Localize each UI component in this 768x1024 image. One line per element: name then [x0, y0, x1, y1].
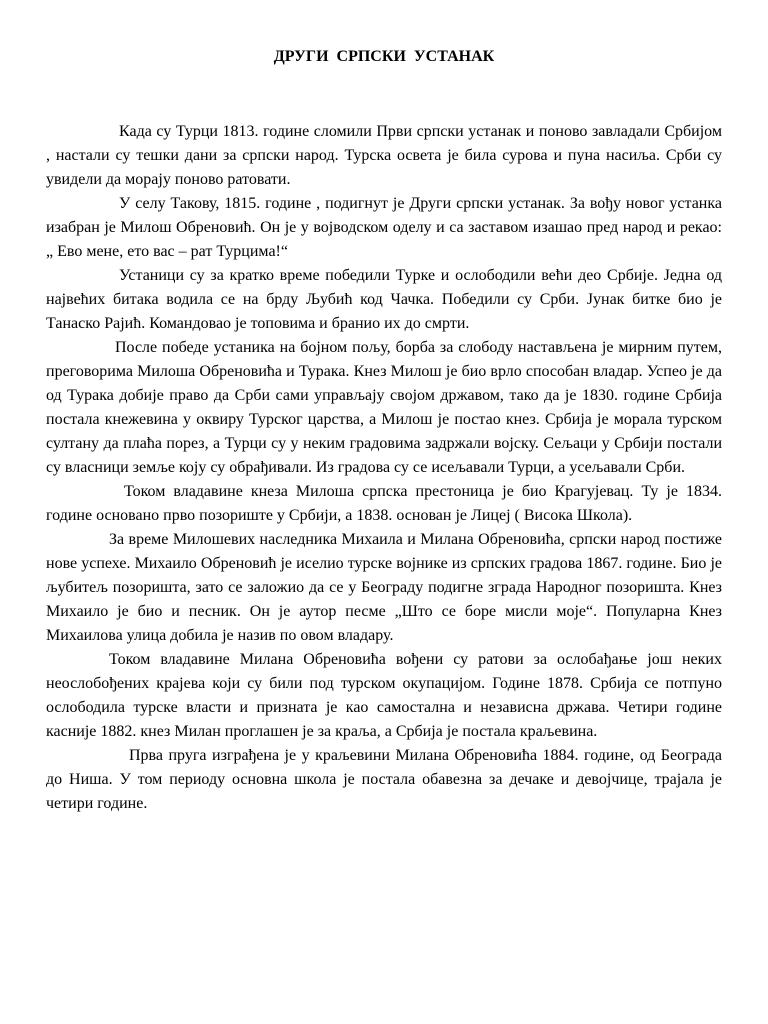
paragraph-first-uprising-aftermath: Када су Турци 1813. године сломили Први српски устанак и поново завладали Србијом , настали су тешки дани за српски народ. Турска освета је била сурова и пуна насиља. Срби су увидели да морају поново ратовати.: [46, 123, 722, 188]
paragraph-mihailo-obrenovic: За време Милошевих наследника Михаила и Милана Обреновића, српски народ постиже нове успехе. Михаило Обреновић је иселио турске војнике из српских градова 1867. године. Био је љубитељ позоришта, зато се заложио да се у Београду подигне зграда Народног позоришта. Кнез Михаило је био и песник. Он је аутор песме „Што се боре мисли моје“. Популарна Кнез Михаилова улица добила је назив по овом владару.: [46, 531, 722, 644]
paragraph-kragujevac-capital: Током владавине кнеза Милоша српска престоница је био Крагујевац. Ту је 1834. године основано прво позориште у Србији, а 1838. основан је Лицеј ( Висока Школа).: [46, 483, 722, 524]
paragraph-takovo-uprising: У селу Такову, 1815. године , подигнут је Други српски устанак. За вођу новог устанка изабран је Милош Обреновић. Он је у војводском оделу и са заставом изашао пред народ и рекао: „ Ево мене, ето вас – рат Турцима!“: [46, 195, 722, 260]
paragraph-peaceful-negotiations: После победе устаника на бојном пољу, борба за слободу настављена је мирним путем, преговорима Милоша Обреновића и Турака. Кнез Милош је био врло способан владар. Успео је да од Турака добије право да Срби сами управљају својом државом, тако да је 1830. године Србија постала кнежевина у оквиру Турског царства, а Милош је постао кнез. Србија је морала турском султану да плаћа порез, а Турци су у неким градовима задржали војску. Сељаци у Србији постали су власници земље коју су обрађивали. Из градова су се исељавали Турци, а усељавали Срби.: [46, 339, 722, 476]
paragraph-milan-obrenovic: Током владавине Милана Обреновића вођени су ратови за ослобађање још неких неослобођених крајева који су били под турском окупацијом. Године 1878. Србија се потпуно ослободила турске власти и призната је као самостална и независна држава. Четири године касније 1882. кнез Милан проглашен је за краља, а Србија је постала краљевина.: [46, 651, 722, 740]
paragraph-first-railway: Прва пруга изграђена је у краљевини Милана Обреновића 1884. године, од Београда до Ниша. У том периоду основна школа је постала обавезна за дечаке и девојчице, трајала је четири године.: [46, 747, 722, 812]
page-title: ДРУГИ СРПСКИ УСТАНАК: [273, 48, 495, 65]
paragraph-ljubic-battle: Устаници су за кратко време победили Турке и ослободили већи део Србије. Једна од највећих битака водила се на брду Љубић код Чачка. Победили су Срби. Јунак битке био је Танаско Рајић. Командовао је топовима и бранио их до смрти.: [46, 267, 722, 332]
document-body: [46, 120, 722, 816]
